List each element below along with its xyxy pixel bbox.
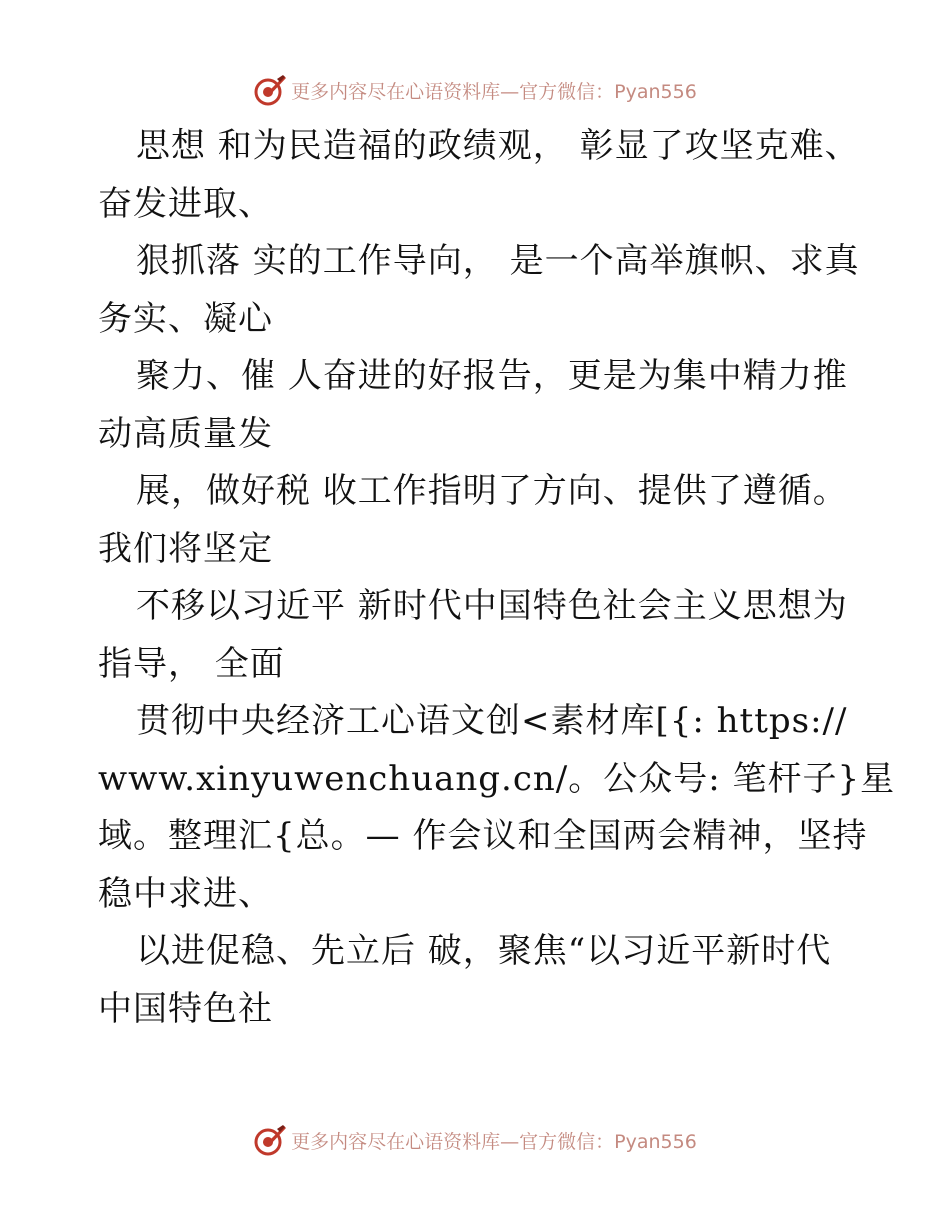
text-line: 我们将坚定 [98, 528, 273, 569]
header-wechat-id: Pyan556 [614, 80, 697, 103]
text-line: 展，做好税 收工作指明了方向、提供了遵循。 [136, 471, 848, 511]
quill-logo-icon [253, 1123, 287, 1157]
header-banner-content [253, 73, 697, 107]
text-line: 务实、凝心 [98, 298, 273, 339]
footer-wechat-id: Pyan556 [614, 1130, 697, 1153]
document-body [98, 118, 896, 1038]
footer-banner-content [253, 1123, 697, 1157]
text-line: 奋发进取、 [98, 183, 273, 224]
footer-banner-label: 更多内容尽在心语资料库—官方微信： [291, 1130, 615, 1153]
quill-logo-icon [253, 73, 287, 107]
text-line: 贯彻中央经济工心语文创<素材库[{: https:// [136, 701, 848, 741]
text-line: 指导， 全面 [98, 643, 285, 684]
footer-banner [0, 1120, 950, 1160]
text-line: 动高质量发 [98, 413, 273, 454]
header-banner-text [291, 77, 697, 104]
text-line: www.xinyuwenchuang.cn/。公众号: 笔杆子}星 [98, 758, 896, 799]
footer-banner-text [291, 1127, 697, 1154]
header-banner-label: 更多内容尽在心语资料库—官方微信： [291, 80, 615, 103]
text-line: 聚力、催 人奋进的好报告，更是为集中精力推 [136, 356, 848, 396]
text-line: 域。整理汇{总。— 作会议和全国两会精神，坚持 [98, 816, 868, 856]
text-line: 思想 和为民造福的政绩观， 彰显了攻坚克难、 [136, 126, 860, 166]
text-line: 狠抓落 实的工作导向， 是一个高举旗帜、求真 [136, 241, 860, 281]
text-line: 不移以习近平 新时代中国特色社会主义思想为 [136, 586, 848, 626]
header-banner [0, 70, 950, 110]
text-line: 以进促稳、先立后 破，聚焦“以习近平新时代 [136, 931, 832, 971]
text-line: 中国特色社 [98, 988, 273, 1029]
text-line: 稳中求进、 [98, 873, 273, 914]
